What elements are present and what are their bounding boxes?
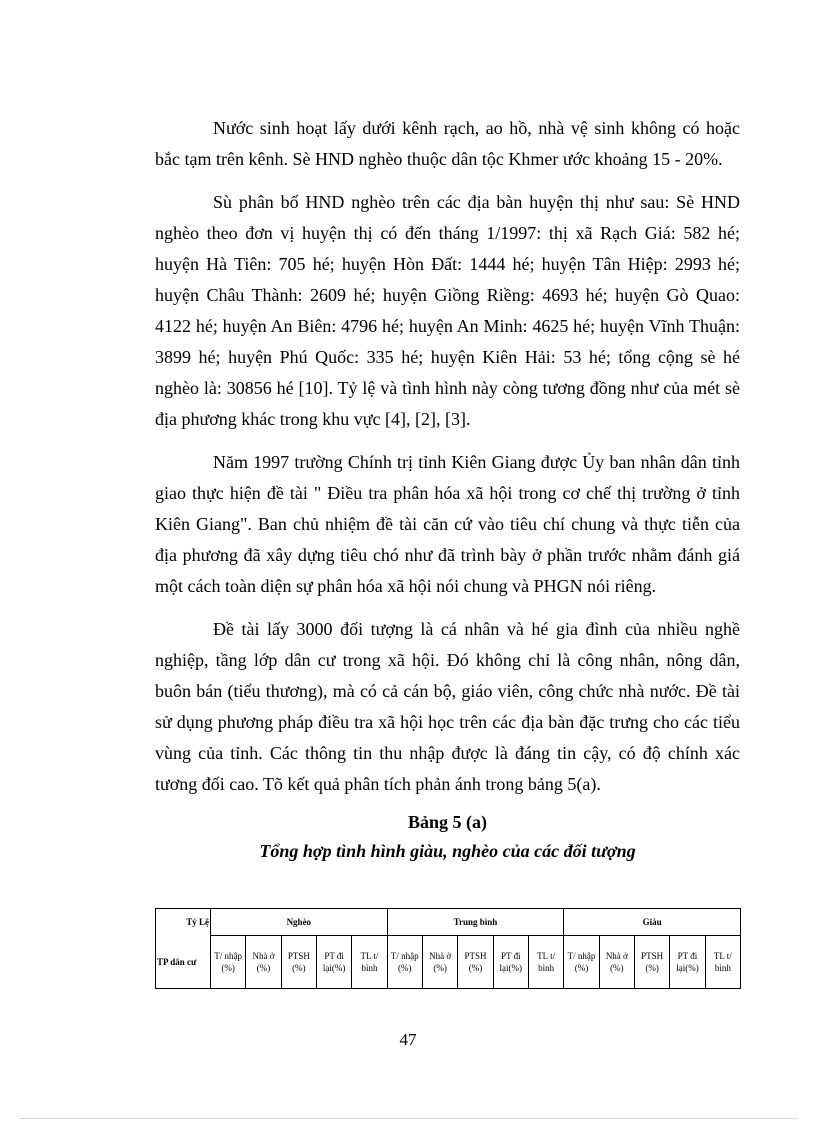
table-caption-subtitle: Tổng hợp tình hình giàu, nghèo của các đối tượng xyxy=(259,841,636,861)
subheader-cell: Nhà ở (%) xyxy=(246,936,281,989)
table-corner-top: Tỷ Lệ xyxy=(156,909,211,936)
table-caption-title: Bảng 5 (a) xyxy=(407,812,487,832)
subheader-cell: PTSH (%) xyxy=(281,936,316,989)
subheader-cell: TL t/ bình xyxy=(528,936,563,989)
page-number: 47 xyxy=(399,1030,417,1049)
subheader-cell: PT đi lại(%) xyxy=(316,936,351,989)
paragraph: Đề tài lấy 3000 đối tượng là cá nhân và hé gia đình của nhiều nghề nghiệp, tầng lớp dân cư trong xã hội. Đó không chỉ là công nhân, nông dân, buôn bán (tiểu thương), mà có cả cán bộ, giáo viên, công chức nhà nước. Đề tài sử dụng phương pháp điều tra xã hội học trên các địa bàn đặc trưng cho các tiểu vùng của tỉnh. Các thông tin thu nhập được là đáng tin cậy, có độ chính xác tương đối cao. Tõ kết quả phân tích phản ánh trong bảng 5(a). xyxy=(155,619,740,794)
data-table xyxy=(155,908,741,989)
subheader-cell: PTSH (%) xyxy=(634,936,669,989)
subheader-cell: TL t/ bình xyxy=(352,936,387,989)
footer-divider xyxy=(20,1118,796,1119)
subheader-cell: PT đi lại(%) xyxy=(493,936,528,989)
subheader-cell: Nhà ở (%) xyxy=(422,936,457,989)
table-subheader-row xyxy=(156,936,741,989)
paragraph: Sù phân bố HND nghèo trên các địa bàn huyện thị như sau: Sè HND nghèo theo đơn vị huyện thị có đến tháng 1/1997: thị xã Rạch Giá: 582 hé; huyện Hà Tiên: 705 hé; huyện Hòn Đất: 1444 hé; huyện Tân Hiệp: 2993 hé; huyện Châu Thành: 2609 hé; huyện Giồng Riềng: 4693 hé; huyện Gò Quao: 4122 hé; huyện An Biên: 4796 hé; huyện An Minh: 4625 hé; huyện Vĩnh Thuận: 3899 hé; huyện Phú Quốc: 335 hé; huyện Kiên Hải: 53 hé; tổng cộng sè hé nghèo là: 30856 hé [10]. Tỷ lệ và tình hình này còng tương đồng như của mét sè địa phương khác trong khu vực [4], [2], [3]. xyxy=(155,192,740,429)
subheader-cell: TL t/ bình xyxy=(705,936,740,989)
paragraph: Nước sinh hoạt lấy dưới kênh rạch, ao hồ, nhà vệ sinh không có hoặc bắc tạm trên kênh. Sè HND nghèo thuộc dân tộc Khmer ước khoảng 15 - 20%. xyxy=(155,118,740,169)
subheader-cell: T/ nhập (%) xyxy=(387,936,422,989)
group-header-average: Trung bình xyxy=(387,909,564,936)
table-header-row xyxy=(156,909,741,936)
group-header-rich: Giàu xyxy=(564,909,741,936)
table-corner-bottom: TP dân cư xyxy=(156,936,211,989)
subheader-cell: PT đi lại(%) xyxy=(670,936,705,989)
subheader-cell: T/ nhập (%) xyxy=(564,936,599,989)
body-text xyxy=(155,113,740,866)
subheader-cell: T/ nhập (%) xyxy=(211,936,246,989)
group-header-poor: Nghèo xyxy=(211,909,388,936)
subheader-cell: PTSH (%) xyxy=(458,936,493,989)
subheader-cell: Nhà ở (%) xyxy=(599,936,634,989)
paragraph: Năm 1997 trường Chính trị tỉnh Kiên Giang được Ủy ban nhân dân tỉnh giao thực hiện đề tài " Điều tra phân hóa xã hội trong cơ chế thị trường ở tỉnh Kiên Giang". Ban chủ nhiệm đề tài căn cứ vào tiêu chí chung và thực tiễn của địa phương đã xây dựng tiêu chó như đã trình bày ở phần trước nhằm đánh giá một cách toàn diện sự phân hóa xã hội nói chung và PHGN nói riêng. xyxy=(155,452,740,596)
